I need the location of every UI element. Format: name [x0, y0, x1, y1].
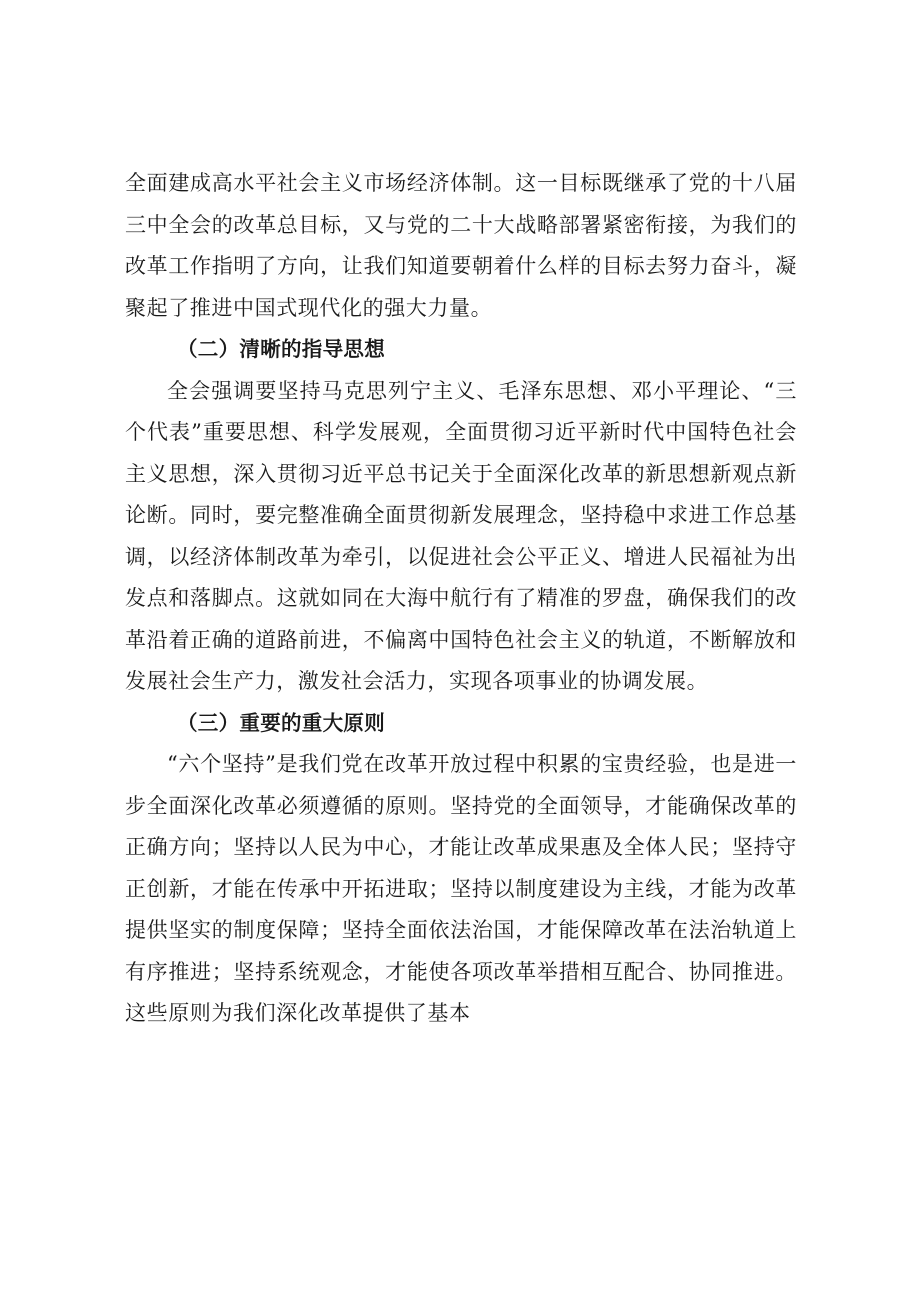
paragraph-continued: 全面建成高水平社会主义市场经济体制。这一目标既继承了党的十八届三中全会的改革总目标，又与党的二十大战略部署紧密衔接，为我们的改革工作指明了方向，让我们知道要朝着什么样的目标去努力奋斗，凝聚起了推进中国式现代化的强大力量。 [125, 171, 797, 320]
paragraph-major-principles: “六个坚持”是我们党在改革开放过程中积累的宝贵经验，也是进一步全面深化改革必须遵循的原则。坚持党的全面领导，才能确保改革的正确方向；坚持以人民为中心，才能让改革成果惠及全体人民；坚持守正创新，才能在传承中开拓进取；坚持以制度建设为主线，才能为改革提供坚实的制度保障；坚持全面依法治国，才能保障改革在法治轨道上有序推进；坚持系统观念，才能使各项改革举措相互配合、协同推进。这些原则为我们深化改革提供了基本 [125, 752, 797, 1025]
section-heading-major-principles: （三）重要的重大原则 [177, 710, 385, 735]
document-body [125, 163, 797, 1035]
section-heading-guiding-ideology: （二）清晰的指导思想 [177, 337, 385, 361]
paragraph-guiding-ideology: 全会强调要坚持马克思列宁主义、毛泽东思想、邓小平理论、“三个代表”重要思想、科学发展观，全面贯彻习近平新时代中国特色社会主义思想，深入贯彻习近平总书记关于全面深化改革的新思想新观点新论断。同时，要完整准确全面贯彻新发展理念，坚持稳中求进工作总基调，以经济体制改革为牵引，以促进社会公平正义、增进人民福祉为出发点和落脚点。这就如同在大海中航行有了精准的罗盘，确保我们的改革沿着正确的道路前进，不偏离中国特色社会主义的轨道，不断解放和发展社会生产力，激发社会活力，实现各项事业的协调发展。 [125, 378, 797, 693]
